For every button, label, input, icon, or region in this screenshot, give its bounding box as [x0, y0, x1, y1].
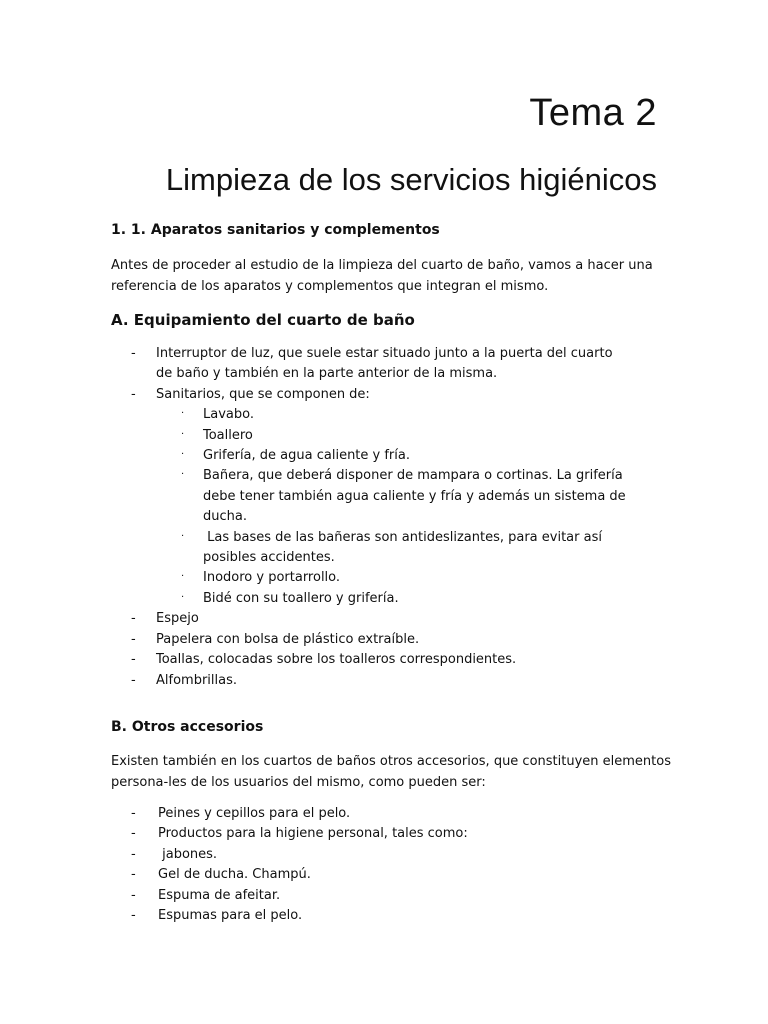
list-item-text: Toallero: [203, 427, 253, 443]
list-item-text: Peines y cepillos para el pelo.: [158, 806, 351, 821]
dot-bullet-icon: ·: [181, 408, 185, 420]
sub-list-item: [0, 568, 768, 588]
section-a-heading: A. Equipamiento del cuarto de baño: [111, 311, 415, 329]
chapter-number: Tema 2: [529, 92, 657, 134]
list-item: [0, 906, 768, 926]
list-item-text: Interruptor de luz, que suele estar situado junto a la puerta del cuarto de baño y también en la parte anterior de la misma.: [156, 346, 613, 382]
dot-bullet-icon: ·: [181, 449, 185, 461]
dot-bullet-icon: ·: [181, 571, 185, 583]
list-item: [0, 865, 768, 885]
list-item-text: Espumas para el pelo.: [158, 908, 303, 924]
dot-bullet-icon: ·: [181, 469, 185, 481]
dash-bullet: -: [131, 908, 136, 924]
list-item-text: Gel de ducha. Champú.: [158, 867, 311, 883]
list-item: [0, 845, 768, 865]
sub-list-item: [0, 528, 768, 569]
dash-bullet: -: [131, 386, 136, 402]
list-item-text: Espejo: [156, 611, 199, 627]
list-item: [0, 344, 768, 385]
dash-bullet: -: [131, 826, 136, 842]
sub-list-item: [0, 466, 768, 527]
dash-bullet: -: [131, 611, 136, 627]
dash-bullet: -: [131, 846, 136, 862]
sub-list-item: [0, 426, 768, 446]
dash-bullet: -: [131, 887, 136, 903]
sub-list-item: [0, 446, 768, 466]
list-item-text: Bañera, que deberá disponer de mampara o cortinas. La grifería debe tener también agua caliente y fría y además un sistema de ducha.: [203, 468, 626, 525]
list-item-text: Sanitarios, que se componen de:: [156, 386, 370, 402]
chapter-title: Limpieza de los servicios higiénicos: [165, 162, 657, 197]
dash-bullet: -: [131, 631, 136, 647]
list-item-text: Bidé con su toallero y grifería.: [203, 590, 399, 606]
equipment-list: [0, 344, 768, 691]
list-item-text: Inodoro y portarrollo.: [203, 570, 341, 586]
section-1-intro: Antes de proceder al estudio de la limpieza del cuarto de baño, vamos a hacer una referencia de los aparatos y complementos que integran el mismo.: [111, 258, 653, 294]
dash-bullet: -: [131, 867, 136, 883]
list-item-text: Papelera con bolsa de plástico extraíble.: [156, 631, 420, 647]
list-item-text: Espuma de afeitar.: [158, 887, 281, 903]
section-b-intro: Existen también en los cuartos de baños otros accesorios, que constituyen elementos persona-les de los usuarios del mismo, como pueden ser:: [111, 754, 671, 790]
section-1-heading: 1. 1. Aparatos sanitarios y complementos: [111, 222, 440, 238]
dot-bullet-icon: ·: [181, 428, 185, 440]
list-item: [0, 824, 768, 844]
dot-bullet-icon: ·: [181, 591, 185, 603]
list-item-text: jabones.: [158, 846, 218, 862]
dot-bullet-icon: ·: [181, 530, 185, 542]
list-item: [0, 804, 768, 824]
list-item: [0, 671, 768, 691]
list-item: [0, 609, 768, 629]
list-item-text: Las bases de las bañeras son antideslizantes, para evitar así posibles accidentes.: [203, 529, 607, 566]
list-item: [0, 886, 768, 906]
list-item-text: Lavabo.: [203, 407, 254, 423]
accessories-list: [0, 804, 768, 926]
list-item: [0, 630, 768, 650]
dash-bullet: -: [131, 346, 136, 361]
list-item: [0, 385, 768, 405]
list-item: [0, 650, 768, 670]
sub-list-item: [0, 589, 768, 609]
list-item-text: Productos para la higiene personal, tales como:: [158, 826, 468, 842]
list-item-text: Grifería, de agua caliente y fría.: [203, 448, 410, 464]
list-item-text: Alfombrillas.: [156, 672, 238, 688]
section-b-heading: B. Otros accesorios: [111, 719, 264, 735]
sub-list-item: [0, 405, 768, 425]
dash-bullet: -: [131, 672, 136, 688]
dash-bullet: -: [131, 806, 136, 821]
dash-bullet: -: [131, 652, 136, 668]
list-item-text: Toallas, colocadas sobre los toalleros correspondientes.: [156, 652, 517, 668]
